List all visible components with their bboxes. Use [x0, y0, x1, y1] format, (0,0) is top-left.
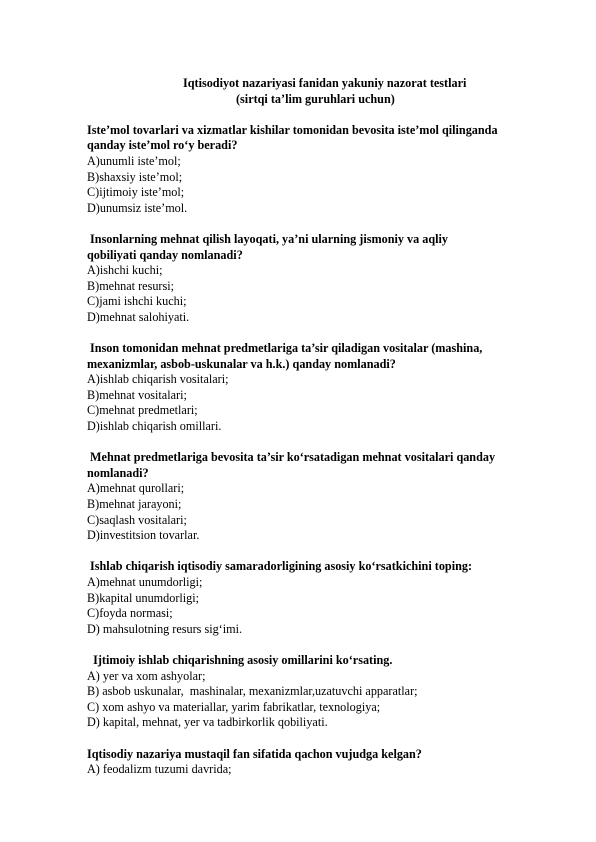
option-c: C)saqlash vositalari;	[87, 512, 187, 527]
question-text: Iste’mol tovarlari va xizmatlar kishilar tomonidan bevosita iste’mol qilinganda	[87, 122, 498, 137]
question-text: nomlanadi?	[87, 465, 149, 480]
question-4	[87, 450, 557, 544]
document-subtitle: (sirtqi ta’lim guruhlari uchun)	[236, 91, 395, 106]
question-text: Iqtisodiy nazariya mustaqil fan sifatida qachon vujudga kelgan?	[87, 746, 422, 761]
option-a: A)mehnat qurollari;	[87, 481, 185, 496]
question-text: Inson tomonidan mehnat predmetlariga ta’sir qiladigan vositalar (mashina,	[87, 341, 483, 356]
option-c: C)ijtimoiy iste’mol;	[87, 185, 185, 200]
option-d: D)investitsion tovarlar.	[87, 528, 200, 543]
question-text: qanday iste’mol ro‘y beradi?	[87, 138, 238, 153]
question-1	[87, 123, 557, 217]
option-b: B)mehnat vositalari;	[87, 387, 187, 402]
question-7	[87, 747, 557, 778]
question-5	[87, 559, 557, 637]
question-3	[87, 341, 557, 435]
option-a: A)mehnat unumdorligi;	[87, 575, 203, 589]
question-2	[87, 232, 557, 326]
option-c: C) xom ashyo va materiallar, yarim fabrikatlar, texnologiya;	[87, 699, 381, 714]
option-b: B)mehnat resursi;	[87, 278, 174, 293]
option-b: B)kapital unumdorligi;	[87, 590, 200, 605]
question-text: Mehnat predmetlariga bevosita ta’sir ko‘rsatadigan mehnat vositalari qanday	[87, 450, 496, 465]
option-a: A)unumli iste’mol;	[87, 153, 181, 168]
option-d: D)mehnat salohiyati.	[87, 309, 190, 324]
option-d: D) mahsulotning resurs sig‘imi.	[87, 621, 243, 636]
option-a: A)ishchi kuchi;	[87, 263, 163, 278]
question-text: Ijtimoiy ishlab chiqarishning asosiy omillarini ko‘rsating.	[87, 652, 393, 667]
option-c: C)foyda normasi;	[87, 606, 173, 621]
question-text: Ishlab chiqarish iqtisodiy samaradorligining asosiy ko‘rsatkichini toping:	[87, 559, 473, 574]
question-6	[87, 653, 557, 731]
option-a: A) feodalizm tuzumi davrida;	[87, 762, 232, 777]
question-text: Insonlarning mehnat qilish layoqati, ya’ni ularning jismoniy va aqliy	[87, 231, 448, 246]
document-page	[87, 76, 557, 778]
option-d: D)unumsiz iste’mol.	[87, 200, 188, 215]
option-a: A)ishlab chiqarish vositalari;	[87, 372, 229, 387]
question-text: mexanizmlar, asbob-uskunalar va h.k.) qanday nomlanadi?	[87, 356, 396, 371]
option-d: D)ishlab chiqarish omillari.	[87, 419, 222, 434]
document-title: Iqtisodiyot nazariyasi fanidan yakuniy nazorat testlari	[183, 76, 467, 90]
option-b: B) asbob uskunalar, mashinalar, mexanizmlar,uzatuvchi apparatlar;	[87, 684, 418, 699]
option-d: D) kapital, mehnat, yer va tadbirkorlik qobiliyati.	[87, 715, 328, 730]
question-text: qobiliyati qanday nomlanadi?	[87, 247, 243, 262]
option-b: B)shaxsiy iste’mol;	[87, 169, 183, 184]
option-c: C)jami ishchi kuchi;	[87, 294, 187, 309]
option-c: C)mehnat predmetlari;	[87, 403, 198, 418]
option-a: A) yer va xom ashyolar;	[87, 668, 206, 683]
option-b: B)mehnat jarayoni;	[87, 497, 182, 512]
